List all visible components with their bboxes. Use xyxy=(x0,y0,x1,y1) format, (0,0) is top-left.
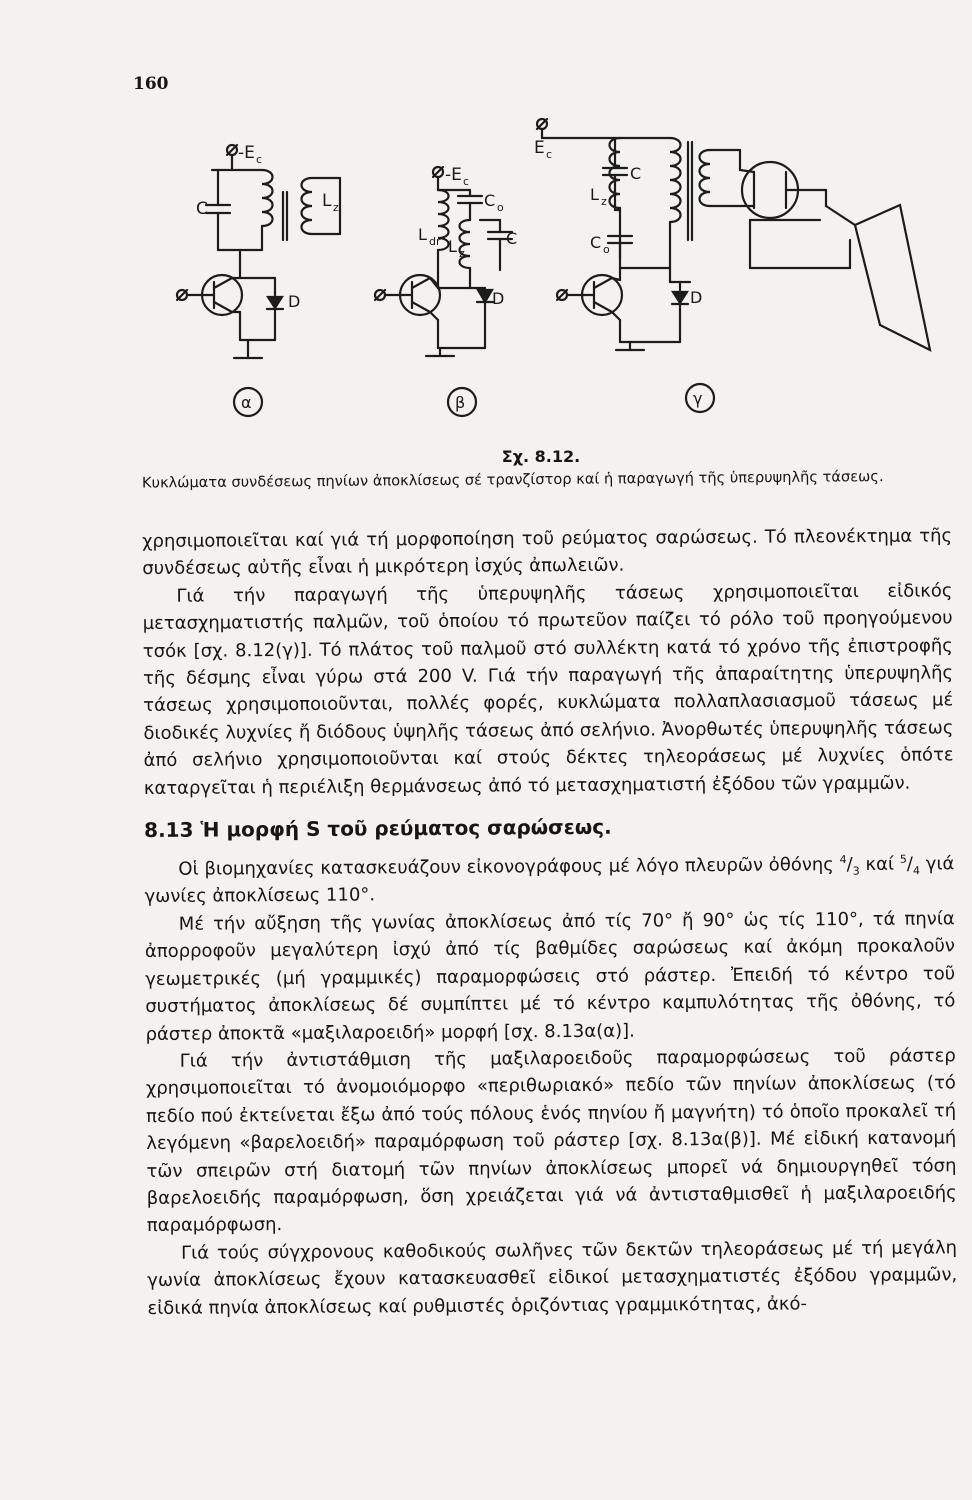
p3-text-a: Οἱ βιομηχανίες κατασκευάζουν εἰκονογράφους μέ λόγο πλευρῶν ὀθόνης xyxy=(178,854,834,880)
ratio1-denominator: 3 xyxy=(852,864,860,878)
circuit-b xyxy=(375,165,517,416)
paragraph-3: Οἱ βιομηχανίες κατασκευάζουν εἰκονογράφους μέ λόγο πλευρῶν ὀθόνης $^4/_3$ καί $^5/_4$ γιά γωνίες ἀποκλίσεως 110°. xyxy=(144,852,955,908)
label-co-c: C xyxy=(590,233,602,252)
paragraph-1: χρησιμοποιεῖται καί γιά τή μορφοποίηση τοῦ ρεύματος σαρώσεως. Τό πλεονέκτημα τῆς συνδέσεως αὐτῆς εἶναι ἡ μικρότερη ἰσχύς ἀπωλειῶν. xyxy=(142,525,953,580)
label-ec-c: E xyxy=(534,138,545,158)
label-circuit-c: γ xyxy=(693,389,703,408)
ratio1-numerator: 4 xyxy=(839,853,847,867)
paragraph-4: Μέ τήν αὔξηση τῆς γωνίας ἀποκλίσεως ἀπό τίς 70° ἤ 90° ὡς τίς 110°, τά πηνία ἀπορροφοῦν μεγαλύτερη ἰσχύ ἀπό τίς βαθμίδες σαρώσεως καί ἀκόμη προκαλοῦν γεωμετρικές (μή γραμμικές) παραμορφώσεις στό ράστερ. Ἐπειδή τό κέντρο τοῦ συστήματος ἀποκλίσεως δέ συμπίπτει μέ τό κέντρο καμπυλότητας τῆς ὀθόνης, τό ράστερ ἀποκτᾶ «μαξιλαροειδή» μορφή [σχ. 8.13α(α)]. xyxy=(144,908,956,1045)
paragraph-6: Γιά τούς σύγχρονους καθοδικούς σωλῆνες τῶν δεκτῶν τηλεοράσεως μέ τή μεγάλη γωνία ἀποκλίσεως ἔχουν κατασκευασθεῖ εἰδικοί μετασχηματιστές ἐξόδου γραμμῶν, εἰδικά πηνία ἀποκλίσεως καί ρυθμιστές ὁριζόντιας γραμμικότητας, ἀκό- xyxy=(147,1237,958,1319)
label-sub-o-c: o xyxy=(603,243,610,256)
label-circuit-b: β xyxy=(455,393,466,412)
label-c-c: C xyxy=(630,164,642,183)
circuit-diagrams xyxy=(150,110,950,450)
label-co-b: C xyxy=(484,191,496,210)
label-neg-ec-b: -E xyxy=(445,165,462,185)
label-d-c: D xyxy=(690,288,703,307)
label-sub-z-a: z xyxy=(333,201,339,214)
p3-text-b: γιά γωνίες ἀποκλίσεως 110°. xyxy=(144,853,955,908)
section-heading: 8.13 Ἡ μορφή S τοῦ ρεύματος σαρώσεως. xyxy=(144,814,612,843)
label-lz-c: L xyxy=(590,185,599,204)
label-ldr-b: L xyxy=(418,225,427,244)
label-d-a: D xyxy=(288,292,301,311)
paragraph-5: Γιά τήν ἀντιστάθμιση τῆς μαξιλαροειδοῦς παραμορφώσεως τοῦ ράστερ χρησιμοποιεῖται τό ἀνομοιόμορφο «περιθωριακό» πεδίο τῶν πηνίων ἀποκλίσεως (τό πεδίο πού ἐκτείνεται ἔξω ἀπό τούς πόλους ἑνός πηνίου ἤ μαγνήτη) τό ὁποῖο προκαλεῖ τή λεγόμενη «βαρελοειδή» παραμόρφωση τοῦ ράστερ [σχ. 8.13α(β)]. Μέ εἰδική κατανομή τῶν σπειρῶν στή διατομή τῶν πηνίων ἀποκλίσεως μπορεῖ νά δημιουργηθεῖ τόση βαρελοειδής παραμόρφωση, ὅση χρειάζεται γιά νά ἀντισταθμισθεῖ ἡ μαξιλαροειδής παραμόρφωση. xyxy=(145,1045,957,1237)
label-circuit-a: α xyxy=(241,393,252,412)
label-sub-dr-b: dr xyxy=(429,235,441,248)
circuit-a xyxy=(177,143,340,416)
circuit-c xyxy=(534,119,930,412)
paragraph-2: Γιά τήν παραγωγή τῆς ὑπερυψηλῆς τάσεως χρησιμοποιεῖται εἰδικός μετασχηματιστής παλμῶν, τοῦ ὁποίου τό πρωτεῦον παίζει τό ρόλο τοῦ προηγούμενου τσόκ [σχ. 8.12(γ)]. Τό πλάτος τοῦ παλμοῦ στό συλλέκτη κατά τό χρόνο τῆς ἐπιστροφῆς τῆς δέσμης εἶναι γύρω στά 200 V. Γιά τήν παραγωγή τῆς ἀπαραίτητης ὑπερυψηλῆς τάσεως χρησιμοποιοῦνται, πολλές φορές, κυκλώματα πολλαπλασιασμοῦ τάσεως μέ διοδικές λυχνίες ἤ διόδους ὑψηλῆς τάσεως ἀπό σελήνιο. Ἀνορθωτές ὑπερυψηλῆς τάσεως ἀπό σελήνιο χρησιμοποιοῦνται καί στούς δέκτες τηλεοράσεως μέ λυχνίες ὁπότε καταργεῖται ἡ περιέλιξη θερμάνσεως ἀπό τό μετασχηματιστή ἐξόδου τῶν γραμμῶν. xyxy=(142,580,954,799)
label-sub-z-b: z xyxy=(459,247,465,260)
figure-caption: Κυκλώματα συνδέσεως πηνίων ἀποκλίσεως σέ τρανζίστορ καί ἡ παραγωγή τῆς ὑπερυψηλῆς τάσεως. xyxy=(141,468,884,492)
ratio2-numerator: 5 xyxy=(899,852,907,866)
label-sub-c-a: c xyxy=(256,153,263,166)
label-sub-z-c: z xyxy=(601,195,607,208)
label-lz-b: L xyxy=(448,237,457,256)
figure-title: Σχ. 8.12. xyxy=(501,447,581,466)
label-sub-c-c: c xyxy=(546,148,553,161)
body-text xyxy=(142,522,958,1322)
label-d-b: D xyxy=(492,289,505,308)
ratio2-denominator: 4 xyxy=(912,864,921,878)
label-neg-ec-a: -E xyxy=(238,143,255,163)
label-c-b: C xyxy=(506,229,518,248)
p3-kai: καί xyxy=(865,853,895,876)
label-lz-a: L xyxy=(322,191,332,211)
figure-8-12 xyxy=(150,110,950,450)
label-sub-o-b: o xyxy=(497,201,504,214)
page-number: 160 xyxy=(133,74,169,94)
label-sub-c-b: c xyxy=(463,175,470,188)
label-c-a: C xyxy=(196,199,208,219)
